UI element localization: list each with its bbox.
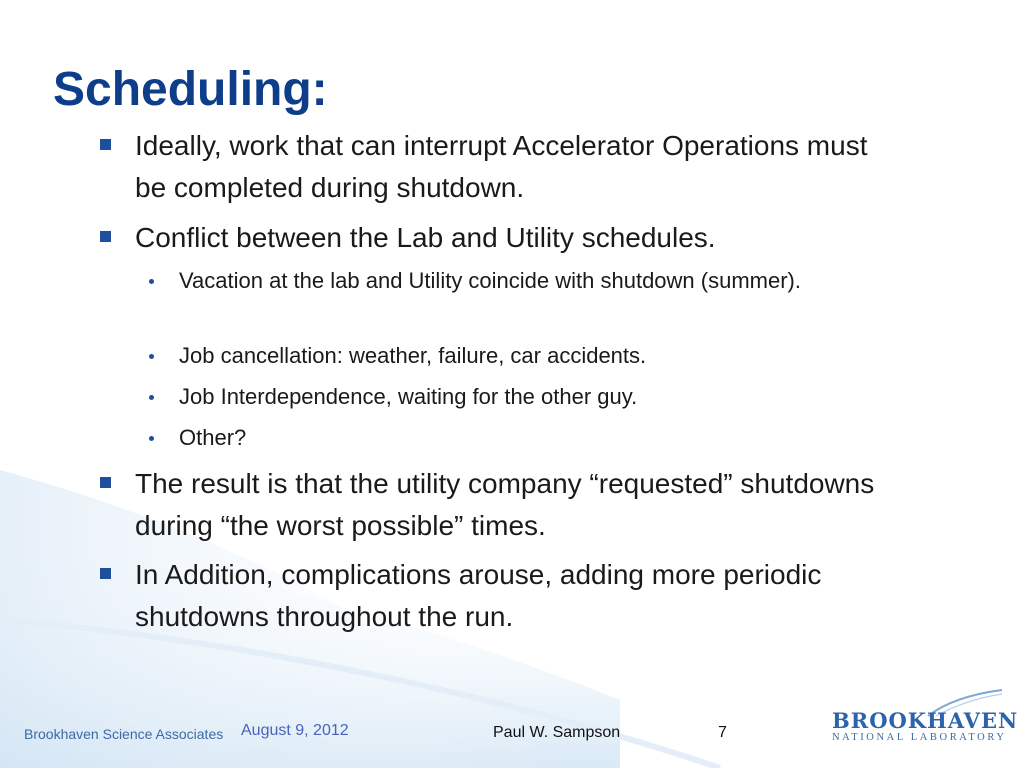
sub-bullet-text: Job Interdependence, waiting for the other guy. [179,384,638,409]
sub-bullet-text: Job cancellation: weather, failure, car accidents. [179,343,647,368]
brookhaven-logo [826,688,1019,748]
footer-organization: Brookhaven Science Associates [24,726,224,742]
logo-subtitle: NATIONAL LABORATORY [832,732,1007,743]
sub-bullet-text: Vacation at the lab and Utility coincide with shutdown (summer). [179,268,801,293]
bullet-text: Ideally, work that can interrupt Accelerator Operations must be completed during shutdown. [135,130,868,203]
square-bullet-icon [100,477,111,488]
sub-bullet-item [179,265,879,297]
dot-bullet-icon [149,354,154,359]
square-bullet-icon [100,139,111,150]
logo-wordmark: BROOKHAVEN [832,708,1019,733]
sub-bullet-item [179,422,879,454]
footer-date: August 9, 2012 [241,722,349,739]
bullet-item [135,554,895,638]
bullet-text: The result is that the utility company “requested” shutdowns during “the worst possible” times. [135,468,875,541]
bullet-item [135,125,895,209]
square-bullet-icon [100,568,111,579]
bullet-text: Conflict between the Lab and Utility schedules. [135,222,716,253]
dot-bullet-icon [149,279,154,284]
sub-bullet-item [179,340,879,372]
bullet-item [135,217,895,259]
sub-bullet-item [179,381,879,413]
page-number: 7 [718,724,727,741]
bullet-item [135,463,895,547]
dot-bullet-icon [149,395,154,400]
square-bullet-icon [100,231,111,242]
bullet-text: In Addition, complications arouse, adding more periodic shutdowns throughout the run. [135,559,822,632]
footer-author: Paul W. Sampson [493,724,621,741]
dot-bullet-icon [149,436,154,441]
slide-title: Scheduling: [53,63,328,116]
sub-bullet-text: Other? [179,425,247,450]
